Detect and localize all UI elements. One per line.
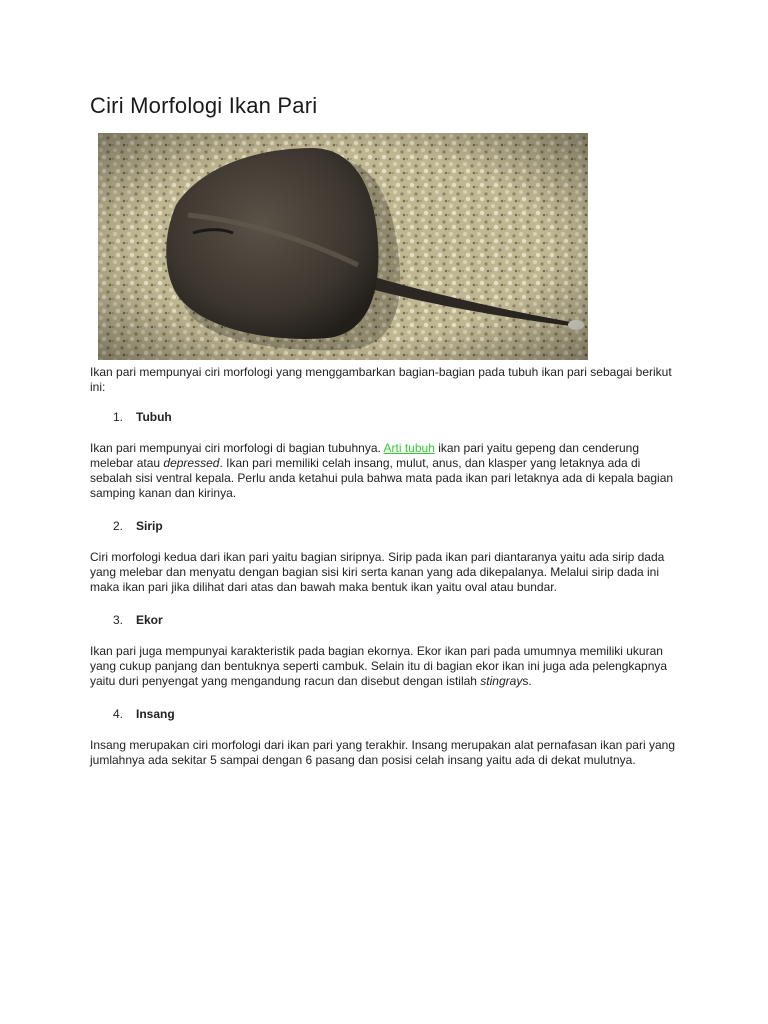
stingray-photo bbox=[98, 133, 588, 360]
section-heading-ekor bbox=[90, 612, 680, 628]
section-heading-tubuh bbox=[90, 409, 680, 425]
section-heading-insang bbox=[90, 706, 680, 722]
article-body bbox=[90, 365, 680, 785]
heading-text: Insang bbox=[136, 706, 175, 721]
text-span: s. bbox=[522, 674, 532, 688]
paragraph-insang: Insang merupakan ciri morfologi dari ikan pari yang terakhir. Insang merupakan alat pernafasan ikan pari yang jumlahnya ada sekitar 5 sampai dengan 6 pasang dan posisi celah insang yaitu ada di dekat mulutnya. bbox=[90, 738, 675, 767]
italic-term: stingray bbox=[480, 674, 523, 688]
heading-text: Sirip bbox=[136, 518, 163, 533]
heading-text: Tubuh bbox=[136, 409, 172, 424]
list-number: 3. bbox=[113, 612, 124, 627]
text-span: . Ikan pari memiliki celah insang, mulut, anus, dan klasper yang letaknya ada di sebalah sisi ventral kepala. Perlu anda ketahui pula bahwa mata pada ikan pari letaknya ada di kepala bagian samping kanan dan kirinya. bbox=[90, 456, 674, 500]
italic-term: depressed bbox=[163, 456, 220, 470]
text-span: Ikan pari juga mempunyai karakteristik pada bagian ekornya. Ekor ikan pari pada umumnya memiliki ukuran yang cukup panjang dan bentuknya seperti cambuk. Selain itu di bagian ekor ikan ini juga ada pelengkapnya yaitu duri penyengat yang mengandung racun dan disebut dengan istilah bbox=[90, 644, 668, 688]
page-title: Ciri Morfologi Ikan Pari bbox=[90, 93, 318, 118]
list-number: 1. bbox=[113, 409, 124, 424]
list-number: 2. bbox=[113, 518, 124, 533]
intro-paragraph: Ikan pari mempunyai ciri morfologi yang menggambarkan bagian-bagian pada tubuh ikan pari sebagai berikut ini: bbox=[90, 365, 672, 394]
list-number: 4. bbox=[113, 706, 124, 721]
text-span: Ikan pari mempunyai ciri morfologi di bagian tubuhnya. bbox=[90, 441, 384, 455]
text-span: ikan pari yaitu gepeng dan cenderung melebar atau bbox=[90, 441, 640, 470]
stingray-illustration bbox=[98, 133, 588, 360]
section-heading-sirip bbox=[90, 518, 680, 534]
paragraph-ekor bbox=[90, 644, 680, 689]
paragraph-sirip: Ciri morfologi kedua dari ikan pari yaitu bagian siripnya. Sirip pada ikan pari diantaranya yaitu ada sirip dada yang melebar dan menyatu dengan bagian sisi kiri serta kanan yang ada dikepalanya. Melalui sirip dada ini maka ikan pari jika dilihat dari atas dan bawah maka bentuk ikan yaitu oval atau bundar. bbox=[90, 550, 665, 594]
arti-tubuh-link[interactable]: Arti tubuh bbox=[383, 441, 435, 455]
paragraph-tubuh bbox=[90, 441, 680, 501]
heading-text: Ekor bbox=[136, 612, 163, 627]
